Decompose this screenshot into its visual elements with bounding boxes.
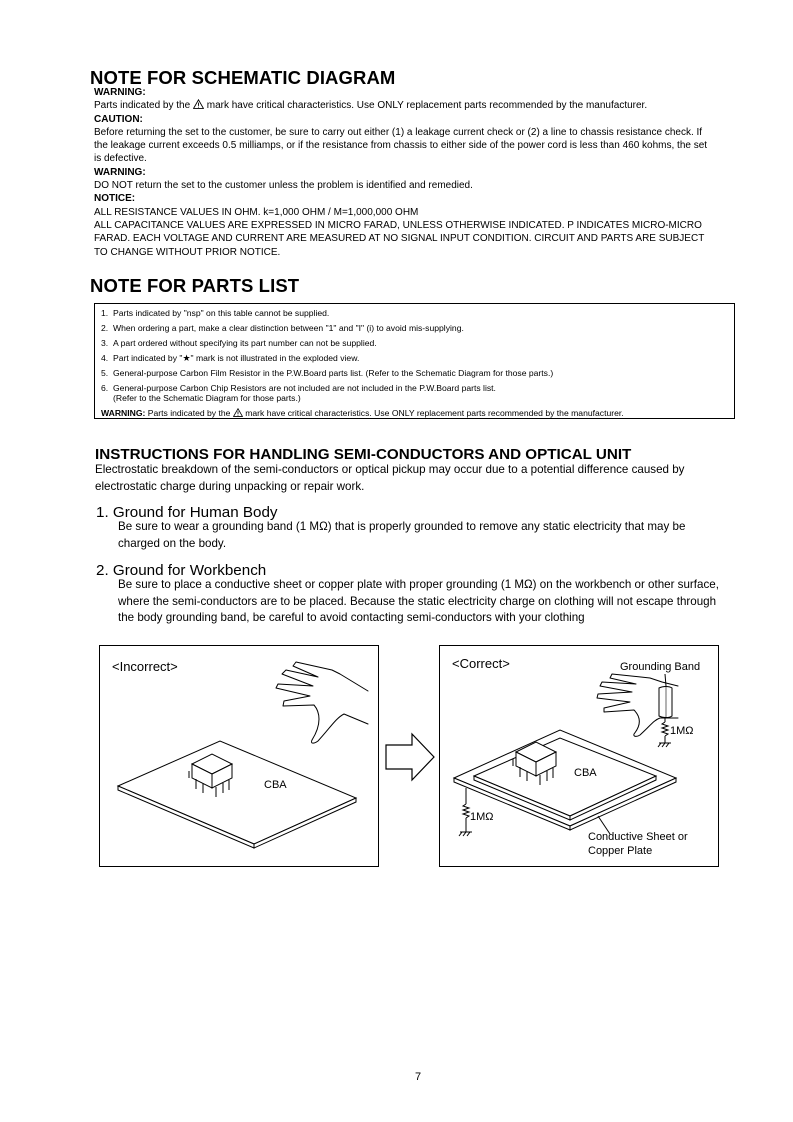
handling-title: INSTRUCTIONS FOR HANDLING SEMI-CONDUCTORS AND OPTICAL UNIT bbox=[95, 446, 632, 463]
caution-line: the leakage current exceeds 0.5 milliamps, or if the resistance from chassis to either side of the power cord is less than 460 kohms, the set bbox=[94, 140, 708, 152]
cba-label: CBA bbox=[264, 779, 287, 791]
arrow-right-icon bbox=[384, 732, 438, 782]
resistor-top-label: 1MΩ bbox=[670, 725, 694, 737]
section1-title: 1. Ground for Human Body bbox=[96, 504, 278, 521]
cba-board bbox=[118, 741, 356, 848]
grounding-band-icon bbox=[659, 687, 672, 718]
incorrect-illustration bbox=[100, 646, 378, 866]
cba-board bbox=[474, 738, 656, 820]
parts-note-text: General-purpose Carbon Chip Resistors are not included are not included in the P.W.Board parts list. bbox=[113, 383, 496, 393]
parts-note-number: 5. bbox=[101, 368, 109, 378]
parts-note-item bbox=[101, 338, 377, 348]
warning2-label: WARNING: bbox=[94, 166, 146, 178]
sheet-label-line2: Copper Plate bbox=[588, 845, 653, 857]
parts-warning-label: WARNING: bbox=[101, 408, 146, 418]
section1-body bbox=[118, 519, 685, 552]
schematic-notes bbox=[94, 86, 754, 259]
warning-text-pre: Parts indicated by the bbox=[94, 100, 191, 112]
parts-note-item bbox=[113, 393, 301, 403]
notice-label: NOTICE: bbox=[94, 193, 136, 205]
correct-illustration bbox=[440, 646, 718, 866]
section2-line: Be sure to place a conductive sheet or copper plate with proper grounding (1 MΩ) on the workbench or other surface, bbox=[118, 578, 719, 591]
warning-label: WARNING: bbox=[94, 87, 146, 98]
cba-label-right: CBA bbox=[574, 767, 597, 779]
page-number: 7 bbox=[414, 1071, 422, 1083]
warning-text bbox=[94, 99, 754, 112]
warning-triangle-icon bbox=[233, 408, 243, 417]
parts-note-item bbox=[101, 383, 496, 393]
warning-text-post: mark have critical characteristics. Use ONLY replacement parts recommended by the manufacturer. bbox=[206, 100, 648, 112]
notice-line: TO CHANGE WITHOUT PRIOR NOTICE. bbox=[94, 246, 281, 258]
sheet-label-line1: Conductive Sheet or bbox=[588, 831, 688, 843]
parts-title: NOTE FOR PARTS LIST bbox=[90, 275, 300, 296]
handling-intro-line: Electrostatic breakdown of the semi-conductors or optical pickup may occur due to a potential difference caused by bbox=[95, 463, 685, 476]
parts-warning bbox=[101, 408, 624, 418]
parts-note-item bbox=[101, 353, 359, 363]
parts-note-text: General-purpose Carbon Film Resistor in the P.W.Board parts list. (Refer to the Schematic Diagram for those parts.) bbox=[113, 368, 554, 378]
incorrect-figure bbox=[99, 645, 379, 867]
incorrect-label: <Incorrect> bbox=[112, 659, 178, 674]
warning-triangle-icon bbox=[193, 99, 204, 109]
parts-note-item bbox=[101, 323, 464, 333]
warning2-text: DO NOT return the set to the customer unless the problem is identified and remedied. bbox=[94, 180, 473, 192]
grounding-band-leader bbox=[665, 674, 666, 686]
parts-note-number: 3. bbox=[101, 338, 109, 348]
correct-figure bbox=[439, 645, 719, 867]
parts-note-text: " mark is not illustrated in the exploded view. bbox=[190, 353, 360, 363]
parts-warning-text: Parts indicated by the bbox=[147, 408, 231, 418]
schematic-title: NOTE FOR SCHEMATIC DIAGRAM bbox=[90, 67, 396, 88]
section1-line: charged on the body. bbox=[118, 536, 227, 550]
section2-line: where the semi-conductors are to be placed. Because the static electricity charge on clothing will not escape through bbox=[118, 594, 717, 608]
parts-note-number: 6. bbox=[101, 383, 109, 393]
section2-title: 2. Ground for Workbench bbox=[96, 562, 267, 579]
parts-note-number: 1. bbox=[101, 308, 109, 318]
parts-notes-box bbox=[94, 303, 735, 419]
parts-note-text: Parts indicated by "nsp" on this table cannot be supplied. bbox=[113, 308, 330, 318]
parts-note-number: 4. bbox=[101, 353, 109, 363]
section2-body bbox=[118, 577, 719, 627]
caution-label: CAUTION: bbox=[94, 113, 143, 125]
section1-line: Be sure to wear a grounding band (1 MΩ) that is properly grounded to remove any static electricity that may be bbox=[118, 520, 686, 533]
parts-note-number: 2. bbox=[101, 323, 109, 333]
section2-line: the body grounding band, be careful to avoid contacting semi-conductors with your clothing bbox=[118, 611, 585, 625]
grounding-band-label: Grounding Band bbox=[620, 661, 701, 673]
caution-line: Before returning the set to the customer, be sure to carry out either (1) a leakage current check or (2) a line to chassis resistance check. If bbox=[94, 126, 703, 138]
parts-note-text: A part ordered without specifying its part number can not be supplied. bbox=[113, 338, 377, 348]
notice-line: FARAD. EACH VOLTAGE AND CURRENT ARE MEASURED AT NO SIGNAL INPUT CONDITION. CIRCUIT AND PARTS ARE SUBJECT bbox=[94, 233, 705, 245]
parts-note-item bbox=[101, 308, 329, 318]
correct-label: <Correct> bbox=[452, 656, 510, 671]
parts-note-text: (Refer to the Schematic Diagram for those parts.) bbox=[113, 393, 301, 403]
notice-line: ALL RESISTANCE VALUES IN OHM. k=1,000 OHM / M=1,000,000 OHM bbox=[94, 206, 419, 218]
handling-intro-line: electrostatic charge during unpacking or repair work. bbox=[95, 479, 365, 493]
hand-icon bbox=[276, 662, 368, 743]
resistor-bottom-label: 1MΩ bbox=[470, 811, 494, 823]
parts-note-text: When ordering a part, make a clear distinction between "1" and "I" (i) to avoid mis-supplying. bbox=[113, 323, 464, 333]
notice-line: ALL CAPACITANCE VALUES ARE EXPRESSED IN MICRO FARAD, UNLESS OTHERWISE INDICATED. P INDICATES MICRO-MICRO bbox=[94, 219, 702, 231]
handling-intro bbox=[95, 462, 684, 495]
parts-note-text: Part indicated by " bbox=[113, 353, 183, 363]
star-icon: ★ bbox=[182, 353, 191, 363]
parts-note-item bbox=[101, 368, 553, 378]
caution-line: is defective. bbox=[94, 153, 147, 165]
parts-warning-text: mark have critical characteristics. Use ONLY replacement parts recommended by the manufacturer. bbox=[245, 408, 624, 418]
